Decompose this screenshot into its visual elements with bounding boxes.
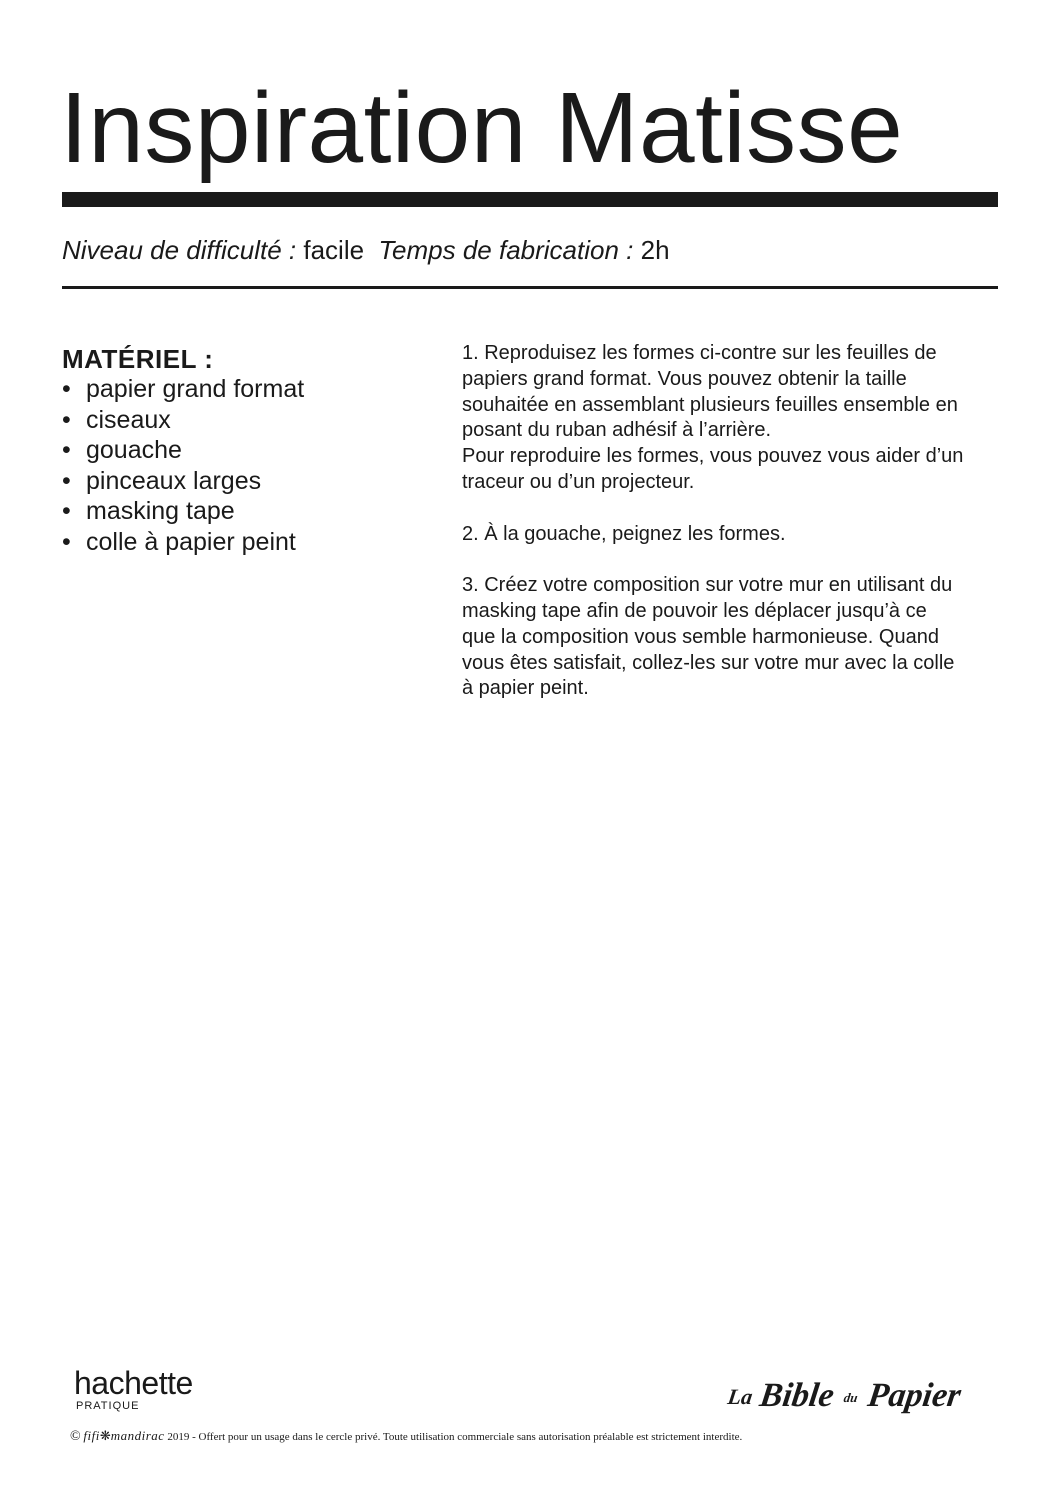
text-line: souhaitée en assemblant plusieurs feuilles ensemble en bbox=[462, 393, 958, 416]
bullet-glyph: • bbox=[62, 497, 71, 526]
svg-text:Bible: Bible bbox=[757, 1377, 837, 1414]
copyright-line bbox=[70, 1428, 742, 1445]
list-item bbox=[62, 435, 422, 466]
svg-text:Papier: Papier bbox=[865, 1377, 964, 1414]
list-item bbox=[62, 527, 422, 558]
signature-fifi: fifi bbox=[83, 1428, 100, 1443]
instruction-step-2 bbox=[462, 522, 1032, 548]
text-line: masking tape afin de pouvoir les déplacer jusqu’à ce bbox=[462, 599, 927, 622]
text-line: vous êtes satisfait, collez-les sur votre mur avec la colle bbox=[462, 651, 955, 674]
text-line: papiers grand format. Vous pouvez obtenir la taille bbox=[462, 367, 907, 390]
meta-divider bbox=[62, 286, 998, 289]
text-line: 2. À la gouache, peignez les formes. bbox=[462, 522, 786, 545]
list-item bbox=[62, 496, 422, 527]
text-line: 3. Créez votre composition sur votre mur en utilisant du bbox=[462, 574, 953, 597]
copyright-symbol: © bbox=[70, 1429, 81, 1444]
page-title: Inspiration Matisse bbox=[60, 72, 904, 184]
title-underline bbox=[62, 192, 998, 207]
material-label: masking tape bbox=[86, 497, 235, 526]
material-label: ciseaux bbox=[86, 405, 171, 434]
flower-icon: ❋ bbox=[99, 1428, 111, 1443]
materials-heading: MATÉRIEL : bbox=[62, 344, 214, 374]
bullet-glyph: • bbox=[62, 466, 71, 495]
text-line: posant du ruban adhésif à l’arrière. bbox=[462, 419, 772, 442]
project-meta bbox=[62, 234, 670, 266]
text-line: 1. Reproduisez les formes ci-contre sur les feuilles de bbox=[462, 342, 937, 364]
material-label: papier grand format bbox=[86, 375, 305, 403]
list-item bbox=[62, 374, 422, 405]
series-logo-lettering bbox=[725, 1377, 964, 1414]
svg-text:La: La bbox=[726, 1384, 755, 1409]
text-line: à papier peint. bbox=[462, 677, 589, 700]
copyright-text: 2019 - Offert pour un usage dans le cercle privé. Toute utilisation commerciale sans autorisation préalable est strictement interdite. bbox=[167, 1431, 743, 1443]
signature-mandirac: mandirac bbox=[110, 1428, 165, 1443]
publisher-logo bbox=[74, 1366, 193, 1413]
text-line: que la composition vous semble harmonieuse. Quand bbox=[462, 625, 939, 648]
instructions-section bbox=[462, 341, 1032, 728]
text-line: Pour reproduire les formes, vous pouvez vous aider d’un bbox=[462, 445, 964, 468]
instruction-step-1 bbox=[462, 341, 1032, 496]
svg-text:du: du bbox=[842, 1390, 859, 1405]
bullet-glyph: • bbox=[62, 436, 71, 465]
series-logo bbox=[726, 1368, 975, 1424]
material-label: colle à papier peint bbox=[86, 527, 296, 556]
publisher-name: hachette bbox=[74, 1365, 193, 1401]
materials-section bbox=[62, 342, 422, 558]
text-line: traceur ou d’un projecteur. bbox=[462, 470, 695, 493]
material-label: pinceaux larges bbox=[86, 466, 262, 495]
difficulty-label: Niveau de difficulté : bbox=[62, 235, 297, 265]
materials-list bbox=[62, 374, 422, 558]
time-value: 2h bbox=[640, 235, 670, 265]
instruction-step-3 bbox=[462, 573, 1032, 702]
list-item bbox=[62, 405, 422, 436]
bullet-glyph: • bbox=[62, 527, 71, 556]
bullet-glyph: • bbox=[62, 375, 71, 403]
publisher-sub: PRATIQUE bbox=[76, 1400, 140, 1412]
time-label: Temps de fabrication : bbox=[378, 235, 634, 265]
list-item bbox=[62, 466, 422, 497]
material-label: gouache bbox=[86, 436, 182, 465]
difficulty-value: facile bbox=[303, 235, 365, 265]
bullet-glyph: • bbox=[62, 405, 71, 434]
